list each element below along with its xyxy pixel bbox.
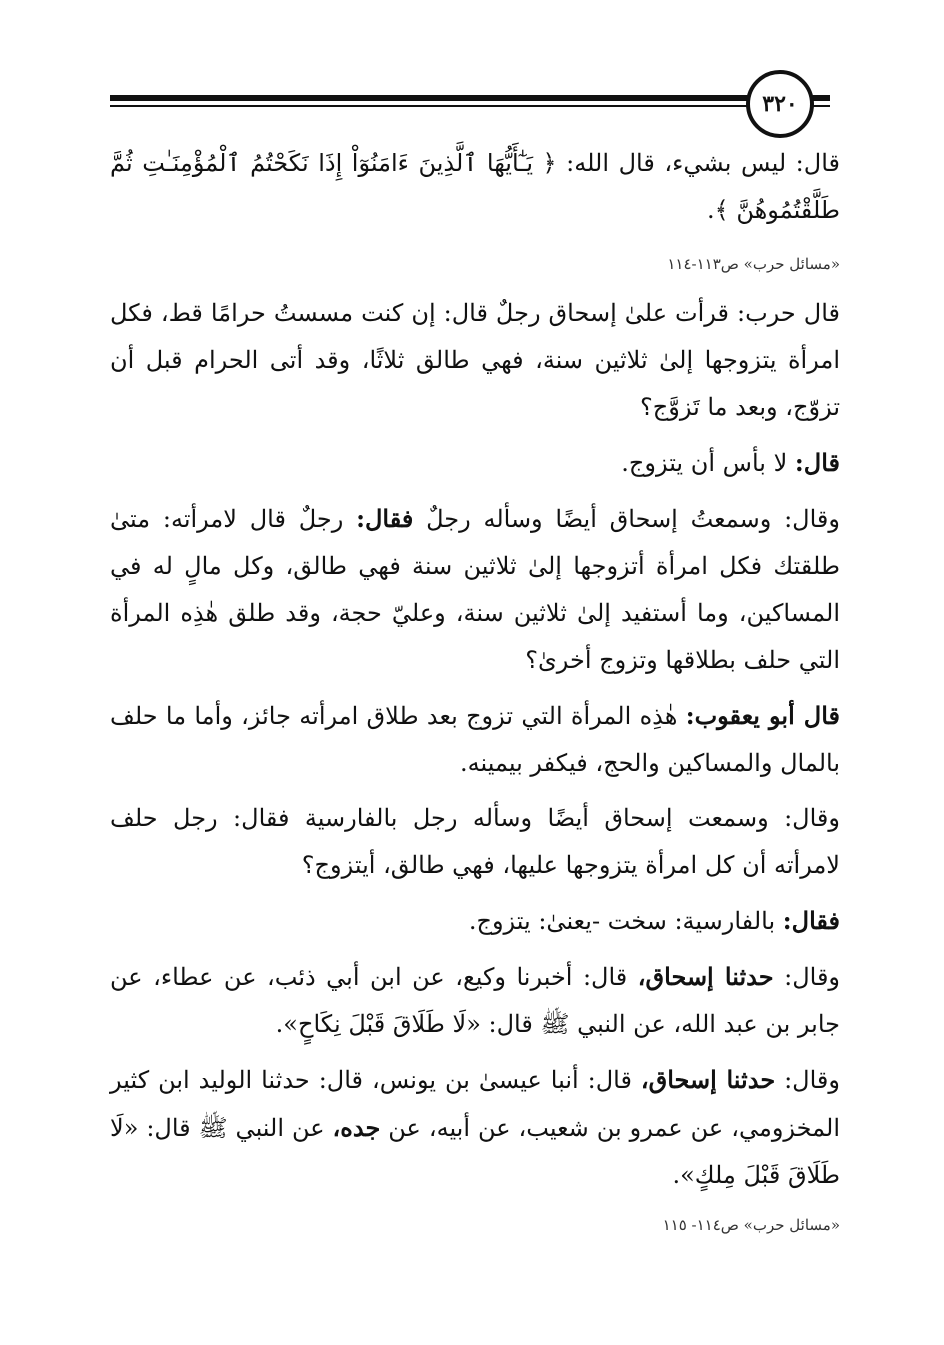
paragraph-4 bbox=[110, 495, 840, 684]
paragraph-4-bold: فقال: bbox=[356, 504, 414, 533]
paragraph-9-bold-2: جده، bbox=[332, 1113, 381, 1142]
page-header bbox=[110, 70, 830, 134]
paragraph-6: وقال: وسمعت إسحاق أيضًا وسأله رجل بالفارسية فقال: رجل حلف لامرأته أن كل امرأة يتزوجها عليها، فهي طالق، أيتزوج؟ bbox=[110, 804, 840, 879]
paragraph-7-text: بالفارسية: سخت -يعنىٰ: يتزوج. bbox=[468, 907, 783, 935]
paragraph-1 bbox=[110, 140, 840, 234]
paragraph-8-bold: حدثنا إسحاق، bbox=[637, 962, 774, 991]
page-number: ٣٢٠ bbox=[746, 70, 814, 138]
paragraph-3-bold: قال: bbox=[794, 448, 840, 477]
paragraph-8-text-1: وقال: bbox=[773, 963, 840, 991]
paragraph-2: قال حرب: قرأت علىٰ إسحاق رجلٌ قال: إن كنت مسستُ حرامًا قط، فكل امرأة يتزوجها إلىٰ ثلاثين سنة، فهي طالق ثلاثًا، وقد أتى الحرام قبل أن تزوّج، وبعد ما تَزوَّج؟ bbox=[110, 299, 840, 421]
paragraph-8-text-2: قال: أخبرنا وكيع، عن ابن أبي ذئب، عن عطاء، عن جابر بن عبد الله، عن النبي ﷺ قال: «لَا طَلَاقَ قَبْلَ نِكَاحٍ». bbox=[110, 963, 840, 1038]
paragraph-1-text: قال: ليس بشيء، قال الله: bbox=[556, 149, 840, 177]
paragraph-9-bold-1: حدثنا إسحاق، bbox=[640, 1065, 776, 1094]
paragraph-9-text-3: عن النبي ﷺ قال: «لَا طَلَاقَ قَبْلَ مِلكٍ». bbox=[110, 1114, 840, 1189]
paragraph-3-text: لا بأس أن يتزوج. bbox=[621, 449, 795, 477]
page-body bbox=[110, 140, 840, 1251]
paragraph-9 bbox=[110, 1056, 840, 1199]
reference-2: «مسائل حرب» ص١١٤- ١١٥ bbox=[662, 1216, 840, 1234]
paragraph-4-text-2: رجلٌ قال لامرأته: متىٰ طلقتك فكل امرأة أتزوجها إلىٰ ثلاثين سنة فهي طالق، وكل مالٍ له في المساكين، وما أستفيد إلىٰ ثلاثين سنة، وعليّ حجة، وقد طلق هٰذِه المرأة التي حلف بطلاقها وتزوج أخرىٰ؟ bbox=[110, 505, 840, 674]
paragraph-7-bold: فقال: bbox=[782, 906, 840, 935]
header-rule-thick bbox=[110, 95, 750, 101]
paragraph-5-bold: قال أبو يعقوب: bbox=[685, 701, 840, 730]
paragraph-4-text-1: وقال: وسمعتُ إسحاق أيضًا وسأله رجلٌ bbox=[413, 505, 840, 533]
paragraph-9-text-1: وقال: bbox=[775, 1066, 840, 1094]
paragraph-8 bbox=[110, 953, 840, 1048]
paragraph-1-end: . bbox=[707, 196, 715, 224]
paragraph-7 bbox=[110, 897, 840, 945]
header-rule-thin bbox=[110, 105, 750, 107]
paragraph-9-text-2: قال: أنبا عيسىٰ بن يونس، قال: حدثنا الوليد ابن كثير المخزومي، عن عمرو بن شعيب، عن أبيه، عن bbox=[110, 1066, 840, 1142]
paragraph-3 bbox=[110, 439, 840, 487]
paragraph-5 bbox=[110, 692, 840, 787]
quran-verse: ﴿ يَـٰٓأَيُّهَا ٱلَّذِينَ ءَامَنُوٓاْ إِذَا نَكَحْتُمُ ٱلْمُؤْمِنَـٰتِ ثُمَّ طَلَّقْتُمُوهُنَّ ﴾ bbox=[110, 149, 840, 224]
paragraph-5-text: هٰذِه المرأة التي تزوج بعد طلاق امرأته جائز، وأما ما حلف بالمال والمساكين والحج، فيكفر بيمينه. bbox=[110, 702, 840, 777]
reference-1: «مسائل حرب» ص١١٣-١١٤ bbox=[667, 255, 840, 273]
